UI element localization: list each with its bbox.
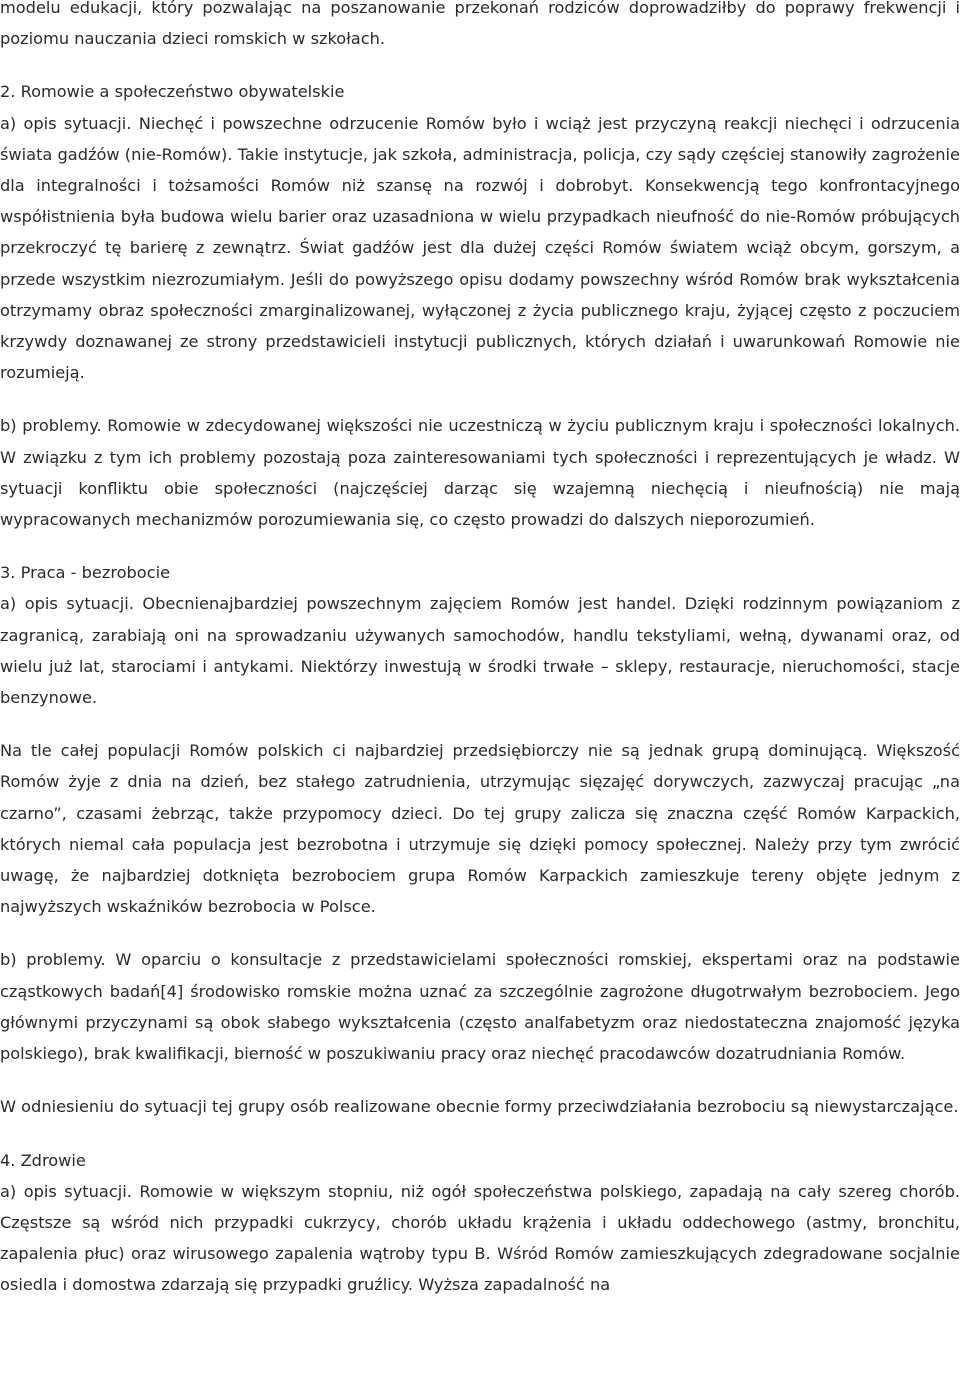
section-heading-work: 3. Praca - bezrobocie [0,563,171,583]
paragraph-education-end: modelu edukacji, który pozwalając na poszanowanie przekonań rodziców doprowadziłby do poprawy frekwencji i poziomu nauczania dzieci romskich w szkołach. [0,0,960,49]
paragraph-civil-society-problems: b) problemy. Romowie w zdecydowanej większości nie uczestniczą w życiu publicznym kraju i społeczności lokalnych. W związku z tym ich problemy pozostają poza zainteresowaniami tych społeczności i reprezentujących je władz. W sytuacji konfliktu obie społeczności (najczęściej darząc się wzajemną niechęcią i nieufnością) nie mają wypracowanych mechanizmów porozumiewania się, co często prowadzi do dalszych nieporozumień. [0,416,960,530]
paragraph-civil-society-situation: a) opis sytuacji. Niechęć i powszechne odrzucenie Romów było i wciąż jest przyczyną reakcji niechęci i odrzucenia świata gadźów (nie-Romów). Takie instytucje, jak szkoła, administracja, policja, czy sądy częściej stanowiły zagrożenie dla integralności i tożsamości Romów niż szansę na rozwój i dobrobyt. Konsekwencją tego konfrontacyjnego współistnienia była budowa wielu barier oraz uzasadniona w wielu przypadkach nieufność do nie-Romów próbujących przekroczyć tę barierę z zewnątrz. Świat gadźów jest dla dużej części Romów światem wciąż obcym, gorszym, a przede wszystkim niezrozumiałym. Jeśli do powyższego opisu dodamy powszechny wśród Romów brak wykształcenia otrzymamy obraz społeczności zmarginalizowanej, wyłączonej z życia publicznego kraju, żyjącej często z poczuciem krzywdy doznawanej ze strony przedstawicieli instytucji publicznych, których działań i uwarunkowań Romowie nie rozumieją. [0,113,960,383]
section-heading-civil-society: 2. Romowie a społeczeństwo obywatelskie [0,82,345,102]
paragraph-work-measures: W odniesieniu do sytuacji tej grupy osób realizowane obecnie formy przeciwdziałania bezrobociu są niewystarczające. [0,1097,959,1117]
paragraph-work-population: Na tle całej populacji Romów polskich ci najbardziej przedsiębiorczy nie są jednak grupą dominującą. Większość Romów żyje z dnia na dzień, bez stałego zatrudnienia, utrzymując sięzajęć dorywczych, zazwyczaj pracując „na czarno”, czasami żebrząc, także przypomocy dzieci. Do tej grupy zalicza się znaczna część Romów Karpackich, których niemal cała populacja jest bezrobotna i utrzymuje się dzięki pomocy społecznej. Należy przy tym zwrócić uwagę, że najbardziej dotknięta bezrobociem grupa Romów Karpackich zamieszkuje tereny objęte jednym z najwyższych wskaźników bezrobocia w Polsce. [0,741,960,917]
section-heading-health: 4. Zdrowie [0,1150,86,1170]
paragraph-work-situation: a) opis sytuacji. Obecnienajbardziej powszechnym zajęciem Romów jest handel. Dzięki rodzinnym powiązaniom z zagranicą, zarabiają oni na sprowadzaniu używanych samochodów, handlu tekstyliami, wełną, dywanami oraz, od wielu już lat, starociami i antykami. Niektórzy inwestują w środki trwałe – sklepy, restauracje, nieruchomości, stacje benzynowe. [0,594,960,708]
paragraph-work-problems: b) problemy. W oparciu o konsultacje z przedstawicielami społeczności romskiej, ekspertami oraz na podstawie cząstkowych badań[4] środowisko romskie można uznać za szczególnie zagrożone długotrwałym bezrobociem. Jego głównymi przyczynami są obok słabego wykształcenia (często analfabetyzm oraz niedostateczna znajomość języka polskiego), brak kwalifikacji, bierność w poszukiwaniu pracy oraz niechęć pracodawców dozatrudniania Romów. [0,950,960,1064]
paragraph-health-situation: a) opis sytuacji. Romowie w większym stopniu, niż ogół społeczeństwa polskiego, zapadają na cały szereg chorób. Częstsze są wśród nich przypadki cukrzycy, chorób układu krążenia i układu oddechowego (astmy, bronchitu, zapalenia płuc) oraz wirusowego zapalenia wątroby typu B. Wśród Romów zamieszkujących zdegradowane socjalnie osiedla i domostwa zdarzają się przypadki gruźlicy. Wyższa zapadalność na [0,1181,960,1295]
